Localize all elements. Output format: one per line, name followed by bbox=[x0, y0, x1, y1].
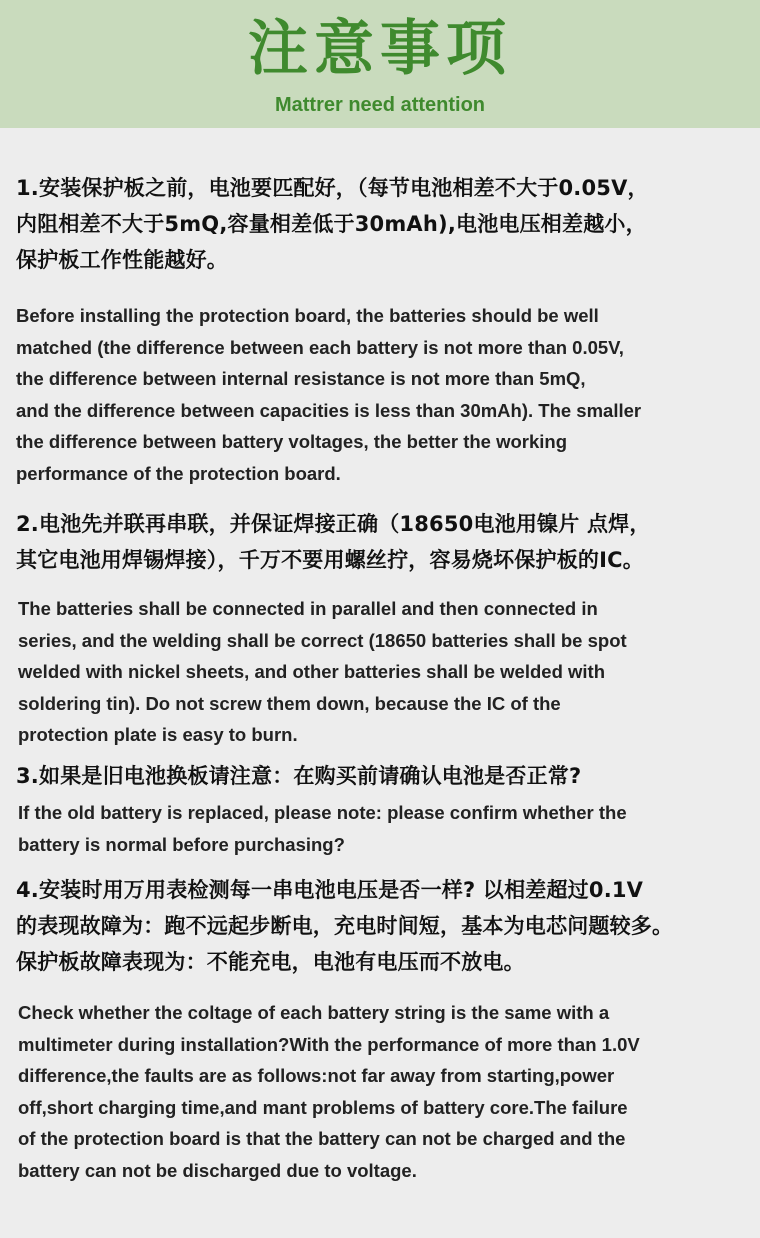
header-banner bbox=[0, 0, 760, 128]
item-1-english: Before installing the protection board, the batteries should be well matched (the difference between each battery is not more than 0.05V, the difference between internal resistance is not more than 5mQ, and the difference between capacities is less than 30mAh). The smaller the difference between battery voltages, the better the working performance of the protection board. bbox=[16, 305, 642, 484]
item-2-english: The batteries shall be connected in parallel and then connected in series, and the welding shall be correct (18650 batteries shall be spot welded with nickel sheets, and other batteries shall be welded with soldering tin). Do not screw them down, because the IC of the protection plate is easy to burn. bbox=[18, 598, 627, 745]
item-2-chinese: 2.电池先并联再串联，并保证焊接正确（18650电池用镍片 点焊， 其它电池用焊锡焊接），千万不要用螺丝拧，容易烧坏保护板的IC。 bbox=[16, 512, 651, 572]
item-3-english: If the old battery is replaced, please note: please confirm whether the battery is normal before purchasing? bbox=[18, 802, 627, 855]
item-4-chinese: 4.安装时用万用表检测每一串电池电压是否一样? 以相差超过0.1V 的表现故障为：跑不远起步断电，充电时间短，基本为电芯问题较多。 保护板故障表现为：不能充电，电池有电压而不放电。 bbox=[16, 878, 674, 974]
page-title: 注意事项 bbox=[248, 14, 512, 84]
item-4-english: Check whether the coltage of each battery string is the same with a multimeter during installation?With the performance of more than 1.0V difference,the faults are as follows:not far away from starting,power off,short charging time,and mant problems of battery core.The failure of the protection board is that the battery can not be charged and the battery can not be discharged due to voltage. bbox=[18, 1002, 640, 1181]
item-1-chinese: 1.安装保护板之前，电池要匹配好，（每节电池相差不大于0.05V， 内阻相差不大于5mQ,容量相差低于30mAh),电池电压相差越小， 保护板工作性能越好。 bbox=[16, 176, 649, 272]
page-subtitle: Mattrer need attention bbox=[274, 94, 486, 116]
item-3-chinese: 3.如果是旧电池换板请注意：在购买前请确认电池是否正常? bbox=[16, 764, 582, 788]
